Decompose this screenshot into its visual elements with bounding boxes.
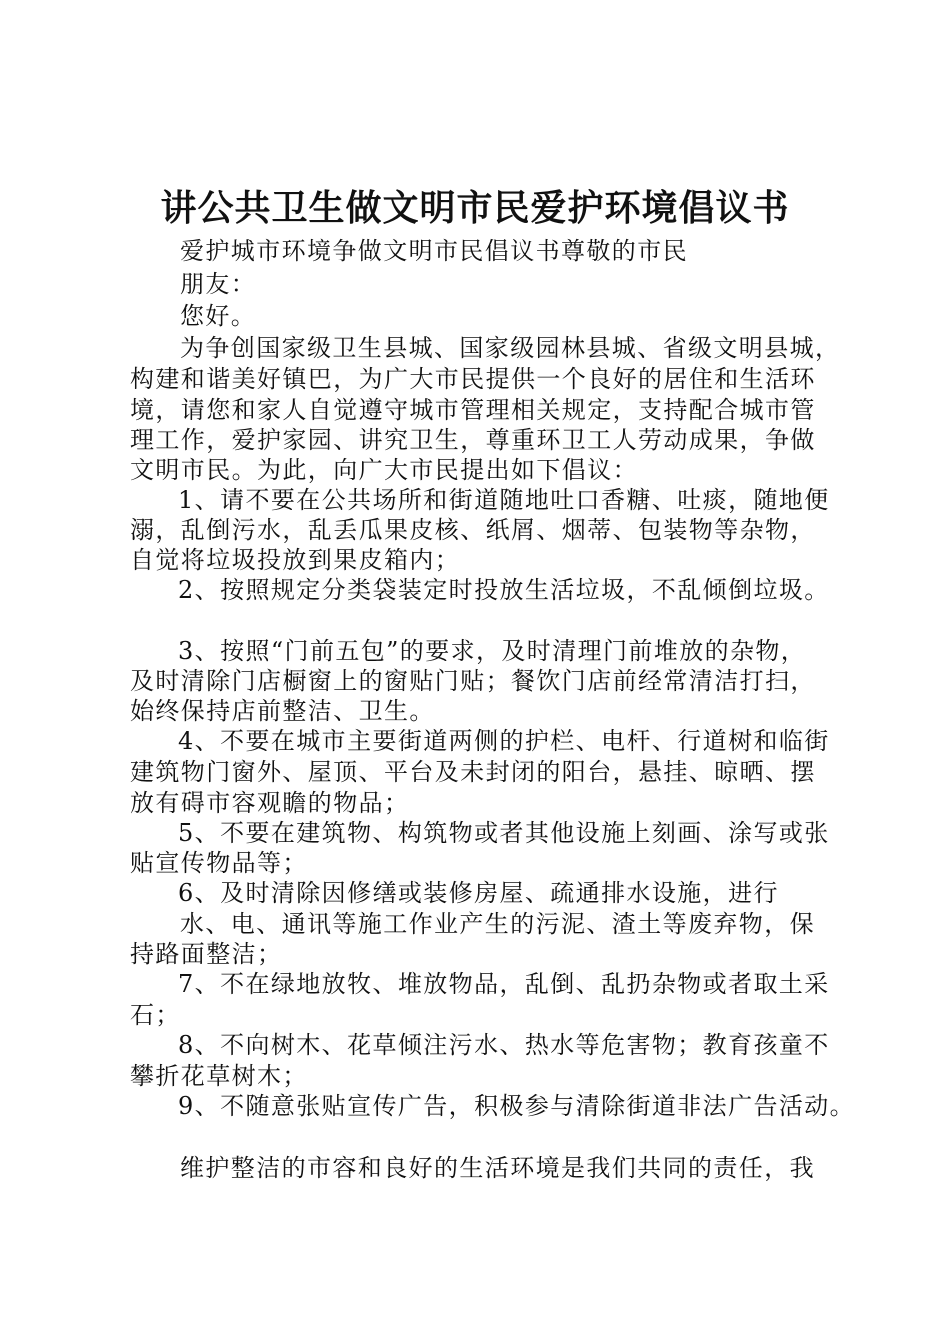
- text-line: 境，请您和家人自觉遵守城市管理相关规定，支持配合城市管: [130, 396, 816, 424]
- text-line: 您好。: [180, 302, 257, 330]
- text-line: 5、不要在建筑物、构筑物或者其他设施上刻画、涂写或张: [178, 819, 830, 847]
- text-line: 文明市民。为此，向广大市民提出如下倡议：: [130, 456, 638, 484]
- text-line: 1、请不要在公共场所和街道随地吐口香糖、吐痰，随地便: [178, 486, 830, 514]
- text-line: 放有碍市容观瞻的物品；: [130, 789, 410, 817]
- text-line: 自觉将垃圾投放到果皮箱内；: [130, 546, 461, 574]
- text-line: 8、不向树木、花草倾注污水、热水等危害物；教育孩童不: [178, 1031, 830, 1059]
- document-title: 讲公共卫生做文明市民爱护环境倡议书: [160, 187, 790, 229]
- text-line: 维护整洁的市容和良好的生活环境是我们共同的责任，我: [180, 1154, 815, 1182]
- text-line: 2、按照规定分类袋装定时投放生活垃圾，不乱倾倒垃圾。: [178, 576, 830, 604]
- text-line: 贴宣传物品等；: [130, 849, 308, 877]
- text-line: 持路面整洁；: [130, 940, 283, 968]
- text-line: 理工作，爱护家园、讲究卫生，尊重环卫工人劳动成果，争做: [130, 426, 816, 454]
- text-line: 始终保持店前整洁、卫生。: [130, 697, 435, 725]
- text-line: 溺，乱倒污水，乱丢瓜果皮核、纸屑、烟蒂、包装物等杂物，: [130, 516, 816, 544]
- text-line: 爱护城市环境争做文明市民倡议书尊敬的市民: [180, 237, 688, 265]
- text-line: 攀折花草树木；: [130, 1062, 308, 1090]
- text-line: 4、不要在城市主要街道两侧的护栏、电杆、行道树和临街: [178, 727, 830, 755]
- text-line: 3、按照“门前五包”的要求，及时清理门前堆放的杂物，: [178, 637, 807, 665]
- text-line: 石；: [130, 1001, 181, 1029]
- text-line: 朋友：: [180, 270, 257, 298]
- text-line: 构建和谐美好镇巴，为广大市民提供一个良好的居住和生活环: [130, 365, 816, 393]
- text-line: 6、及时清除因修缮或装修房屋、疏通排水设施，进行: [178, 879, 779, 907]
- text-line: 及时清除门店橱窗上的窗贴门贴；餐饮门店前经常清洁打扫，: [130, 667, 816, 695]
- text-line: 水、电、通讯等施工作业产生的污泥、渣土等废弃物，保: [180, 910, 815, 938]
- text-line: 9、不随意张贴宣传广告，积极参与清除街道非法广告活动。: [178, 1092, 856, 1120]
- text-line: 7、不在绿地放牧、堆放物品，乱倒、乱扔杂物或者取土采: [178, 970, 830, 998]
- text-line: 为争创国家级卫生县城、国家级园林县城、省级文明县城，: [180, 334, 841, 362]
- text-line: 建筑物门窗外、屋顶、平台及未封闭的阳台，悬挂、晾晒、摆: [130, 758, 816, 786]
